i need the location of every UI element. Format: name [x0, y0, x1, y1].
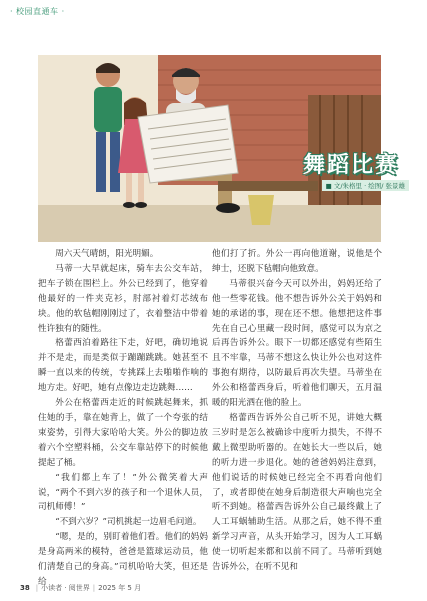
article-column-left — [38, 247, 208, 590]
section-label: 校园直通车 — [16, 7, 59, 16]
paragraph: “嗯，是的，别盯着他们看。他们的妈妈是身高两米的模特，爸爸是篮球运动员，他们清楚自己的身高。”司机哈哈大笑，但还是给 — [38, 532, 208, 587]
paragraph: 格蕾西告诉外公自己听不见，讲她大概三岁时是怎么被确诊中度听力损失，不得不戴上微型助听器的。在她长大一些以后，她的听力进一步退化。她的爸爸妈妈注意到，他们说话的时候她已经完全不再看向他们了，或者即使在她身后制造很大声响也完全听不到她。格蕾西告诉外公自己最终戴上了人工耳蜗辅助生活。从那之后，她不得不重新学习声音，从头开始学习，因为人工耳蜗使一切听起来都和以前不同了。马蒂听到她告诉外公，在听不见和 — [212, 412, 382, 573]
section-header: · 校园直通车 · — [10, 7, 65, 16]
bullet-icon: · — [10, 7, 14, 16]
article-column-right — [212, 247, 382, 575]
article-credits: ■ 文/朱格里 · 绘图/ 张景雄 — [322, 180, 409, 191]
page-number: 38 — [20, 584, 30, 592]
paragraph: “不到六岁？”司机挑起一边眉毛问道。 — [55, 517, 202, 528]
paragraph: 外公在格蕾西走近的时候跳起舞来，抓住她的手，靠在她背上，做了一个夸张的结束姿势，引得大家哈哈大笑。外公的脚边放着六个空塑料桶，公交车靠站停下的时候他提起了桶。 — [38, 398, 208, 468]
paragraph: 周六天气晴朗，阳光明媚。 — [55, 249, 159, 259]
paragraph: 马蒂一大早就起床，骑车去公交车站，把车子锁在围栏上。外公已经到了，他穿着他最好的一件夹克衫，肘部衬着灯芯绒布块。他的软毡帽刚刚过了，衣着整洁中带着性许独有的随性。 — [38, 263, 208, 334]
paragraph: 马蒂很兴奋今天可以外出，妈妈还给了他一些零花钱。他不想告诉外公关于妈妈和她的承诺的事，现在还不想。他想把这件事先在自己心里藏一段时间，感觉可以为京之后再告诉外公。眼下一切都还感觉有些陌生且不牢靠，马蒂不想这么快让外公也对这件事抱有期待，以防最后再次失望。马蒂坐在外公和格蕾西身后，听着他们聊天，五月温暖的阳光洒在他的脸上。 — [212, 278, 382, 409]
article-title: 舞蹈比赛 — [302, 153, 399, 178]
paragraph: 格蕾西泊着路往下走，好吧，确切地说并不是走，而是类似于蹦蹦跳跳。她甚至不瞬一直以来的传统，专挑踩上去啪啪作响的地方走。好吧，她有点像边走边跳舞…… — [38, 338, 208, 394]
magazine-name: 小读者 · 阅世界 — [41, 584, 90, 592]
paragraph: “我们都上车了！”外公微笑着大声说，“两个不到六岁的孩子和一个退休人员，司机师傅！” — [38, 472, 208, 513]
paragraph: 他们打了折。外公一再向他道谢，说他是个绅士，还脱下毡帽向他致意。 — [212, 249, 382, 274]
issue-date: 2025 年 5 月 — [98, 584, 142, 592]
page-footer: 38 | 小读者 · 阅世界 | 2025 年 5 月 — [20, 584, 142, 592]
